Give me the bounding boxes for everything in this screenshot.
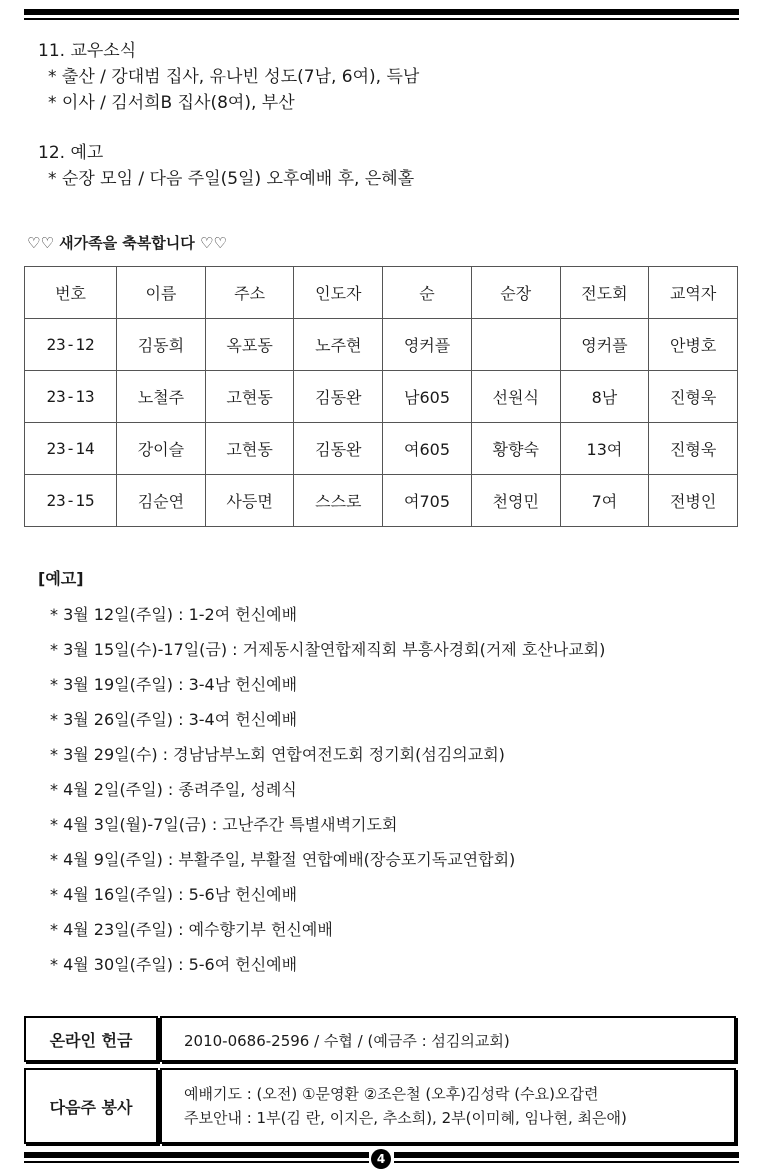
cell: 23-13 [25,371,117,423]
cell: 영커플 [560,319,649,371]
cell: 진형욱 [649,423,738,475]
cell: 옥포동 [205,319,294,371]
cell: 사등면 [205,475,294,527]
notices-list [50,602,605,987]
bottom-rule-left-thin [24,1161,369,1163]
online-offering-label: 온라인 헌금 [24,1016,158,1062]
cell: 스스로 [294,475,383,527]
cell: 천영민 [471,475,560,527]
cell: 23-12 [25,319,117,371]
news-item: * 출산 / 강대범 집사, 유나빈 성도(7남, 6여), 득남 [48,67,420,87]
list-item: * 4월 2일(주일) : 종려주일, 성례식 [50,780,297,799]
col-cell-leader: 순장 [471,267,560,319]
list-item: * 4월 30일(주일) : 5-6여 헌신예배 [50,955,298,974]
cell: 김동희 [117,319,206,371]
list-item: * 3월 19일(주일) : 3-4남 헌신예배 [50,675,298,694]
table-row [25,371,738,423]
next-service-box [160,1068,736,1144]
next-service-label: 다음주 봉사 [24,1068,158,1144]
new-family-title: ♡♡ 새가족을 축복합니다 ♡♡ [27,234,227,252]
col-mission-group: 전도회 [560,267,649,319]
col-name: 이름 [117,267,206,319]
cell: 여605 [383,423,472,475]
bottom-rule-right [394,1152,739,1158]
cell: 13여 [560,423,649,475]
cell [471,319,560,371]
news-item: * 이사 / 김서희B 집사(8여), 부산 [48,93,295,113]
cell: 김동완 [294,371,383,423]
cell: 노주현 [294,319,383,371]
preview-section [38,140,414,192]
cell: 선원식 [471,371,560,423]
next-service-prayer: 예배기도 : (오전) ①문영환 ②조은철 (오후)김성락 (수요)오갑련 [184,1085,599,1103]
col-guide: 인도자 [294,267,383,319]
list-item: * 4월 3일(월)-7일(금) : 고난주간 특별새벽기도회 [50,815,398,834]
table-header-row [25,267,738,319]
cell: 안병호 [649,319,738,371]
cell: 7여 [560,475,649,527]
top-rule-thin [24,18,739,20]
table-row [25,423,738,475]
list-item: * 4월 23일(주일) : 예수향기부 헌신예배 [50,920,333,939]
cell: 8남 [560,371,649,423]
cell: 고현동 [205,423,294,475]
cell: 김동완 [294,423,383,475]
next-service-ushers: 주보안내 : 1부(김 란, 이지은, 추소희), 2부(이미혜, 임나현, 최은애) [184,1109,627,1127]
cell: 여705 [383,475,472,527]
online-offering-box [160,1016,736,1062]
col-cell: 순 [383,267,472,319]
list-item: * 3월 26일(주일) : 3-4여 헌신예배 [50,710,298,729]
top-rule [24,9,739,15]
preview-item: * 순장 모임 / 다음 주일(5일) 오후예배 후, 은혜홀 [48,169,415,189]
page-number: 4 [371,1149,391,1169]
col-number: 번호 [25,267,117,319]
cell: 진형욱 [649,371,738,423]
col-address: 주소 [205,267,294,319]
cell: 강이슬 [117,423,206,475]
cell: 남605 [383,371,472,423]
notices-title: [예고] [38,569,84,588]
cell: 23-14 [25,423,117,475]
news-heading: 11. 교우소식 [38,41,137,61]
table-row [25,319,738,371]
cell: 고현동 [205,371,294,423]
col-pastor: 교역자 [649,267,738,319]
cell: 노철주 [117,371,206,423]
bottom-rule-left [24,1152,369,1158]
cell: 23-15 [25,475,117,527]
list-item: * 4월 16일(주일) : 5-6남 헌신예배 [50,885,298,904]
list-item: * 3월 15일(수)-17일(금) : 거제동시찰연합제직회 부흥사경회(거제 호산나교회) [50,640,606,659]
preview-heading: 12. 예고 [38,143,104,163]
online-offering-text: 2010-0686-2596 / 수협 / (예금주 : 섬김의교회) [184,1032,510,1050]
cell: 황향숙 [471,423,560,475]
cell: 전병인 [649,475,738,527]
list-item: * 3월 29일(수) : 경남남부노회 연합여전도회 정기회(섬김의교회) [50,745,505,764]
list-item: * 4월 9일(주일) : 부활주일, 부활절 연합예배(장승포기독교연합회) [50,850,516,869]
new-family-table [24,266,738,527]
table-row [25,475,738,527]
cell: 영커플 [383,319,472,371]
list-item: * 3월 12일(주일) : 1-2여 헌신예배 [50,605,298,624]
bottom-rule-right-thin [394,1161,739,1163]
cell: 김순연 [117,475,206,527]
news-section [38,38,419,116]
